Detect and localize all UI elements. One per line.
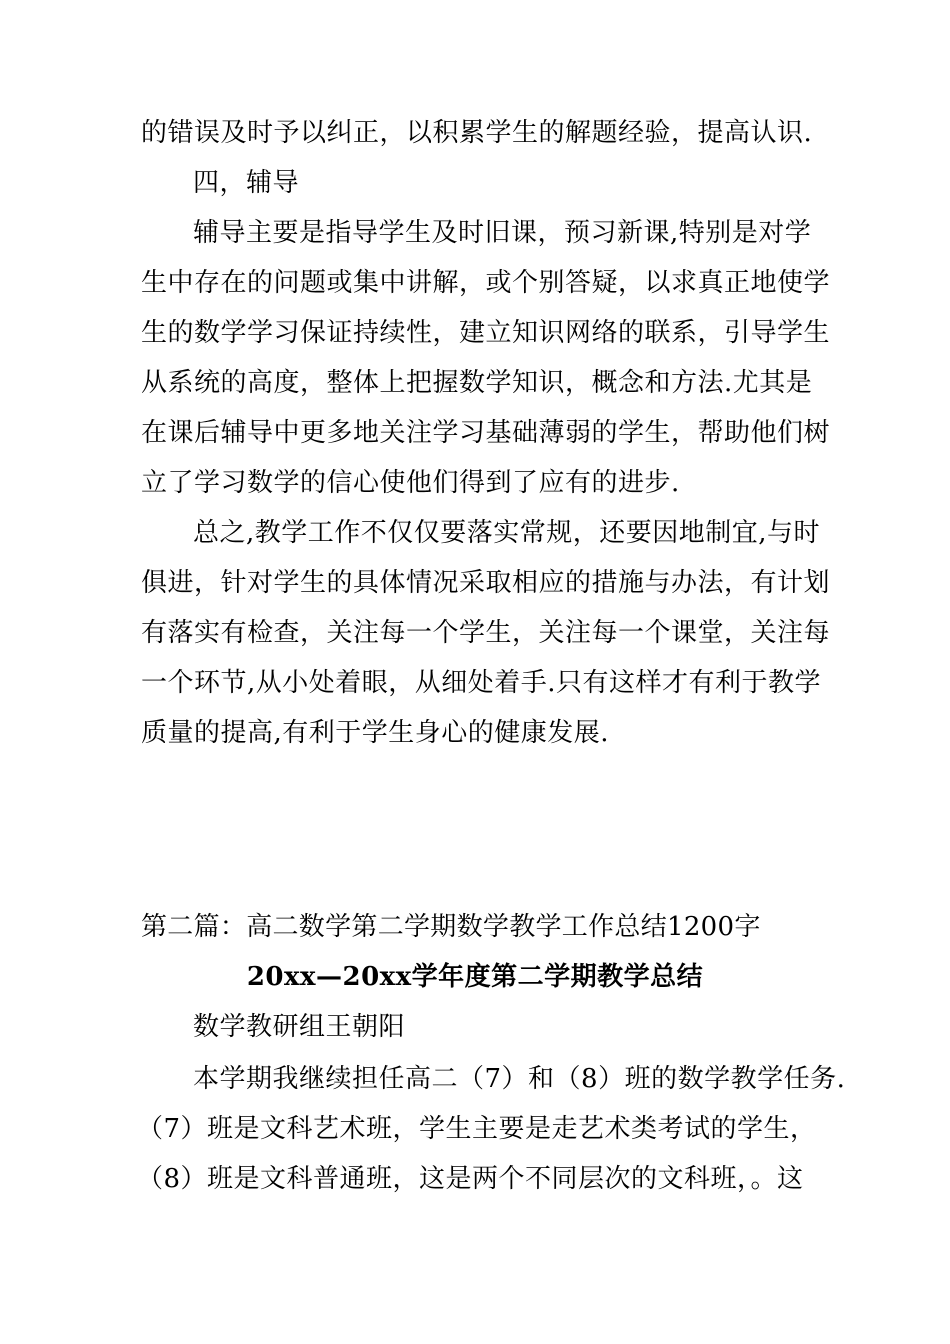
paragraph-line: 一个环节,从小处着眼，从细处着手.只有这样才有利于教学 (141, 668, 822, 698)
paragraph-line: 总之,教学工作不仅仅要落实常规，还要因地制宜,与时 (193, 518, 821, 548)
paragraph-line: 的错误及时予以纠正，以积累学生的解题经验，提高认识. (141, 118, 813, 148)
paragraph-line: 生的数学学习保证持续性，建立知识网络的联系，引导学生 (141, 318, 831, 348)
paragraph-line: （7）班是文科艺术班，学生主要是走艺术类考试的学生， (137, 1114, 817, 1144)
paragraph-line: 俱进，针对学生的具体情况采取相应的措施与办法，有计划 (141, 568, 831, 598)
article-title: 第二篇：高二数学第二学期数学教学工作总结1200字 (141, 912, 761, 942)
paragraph-line: 生中存在的问题或集中讲解，或个别答疑，以求真正地使学 (141, 268, 831, 298)
paragraph-line: 从系统的高度，整体上把握数学知识，概念和方法.尤其是 (141, 368, 813, 398)
paragraph-line: 辅导主要是指导学生及时旧课，预习新课,特别是对学 (193, 218, 812, 248)
paragraph-line: （8）班是文科普通班，这是两个不同层次的文科班，。这 (137, 1164, 804, 1194)
paragraph-line: 立了学习数学的信心使他们得到了应有的进步. (141, 468, 680, 498)
paragraph-line: 本学期我继续担任高二（7）和（8）班的数学教学任务. (193, 1064, 846, 1094)
paragraph-line: 有落实有检查，关注每一个学生，关注每一个课堂，关注每 (141, 618, 831, 648)
paragraph-line: 在课后辅导中更多地关注学习基础薄弱的学生，帮助他们树 (141, 418, 831, 448)
article-subtitle: 20xx—20xx学年度第二学期教学总结 (246, 962, 704, 992)
author-line: 数学教研组王朝阳 (193, 1012, 406, 1042)
paragraph-line: 质量的提高,有利于学生身心的健康发展. (141, 718, 610, 748)
section-heading-tutoring: 四，辅导 (193, 168, 300, 198)
